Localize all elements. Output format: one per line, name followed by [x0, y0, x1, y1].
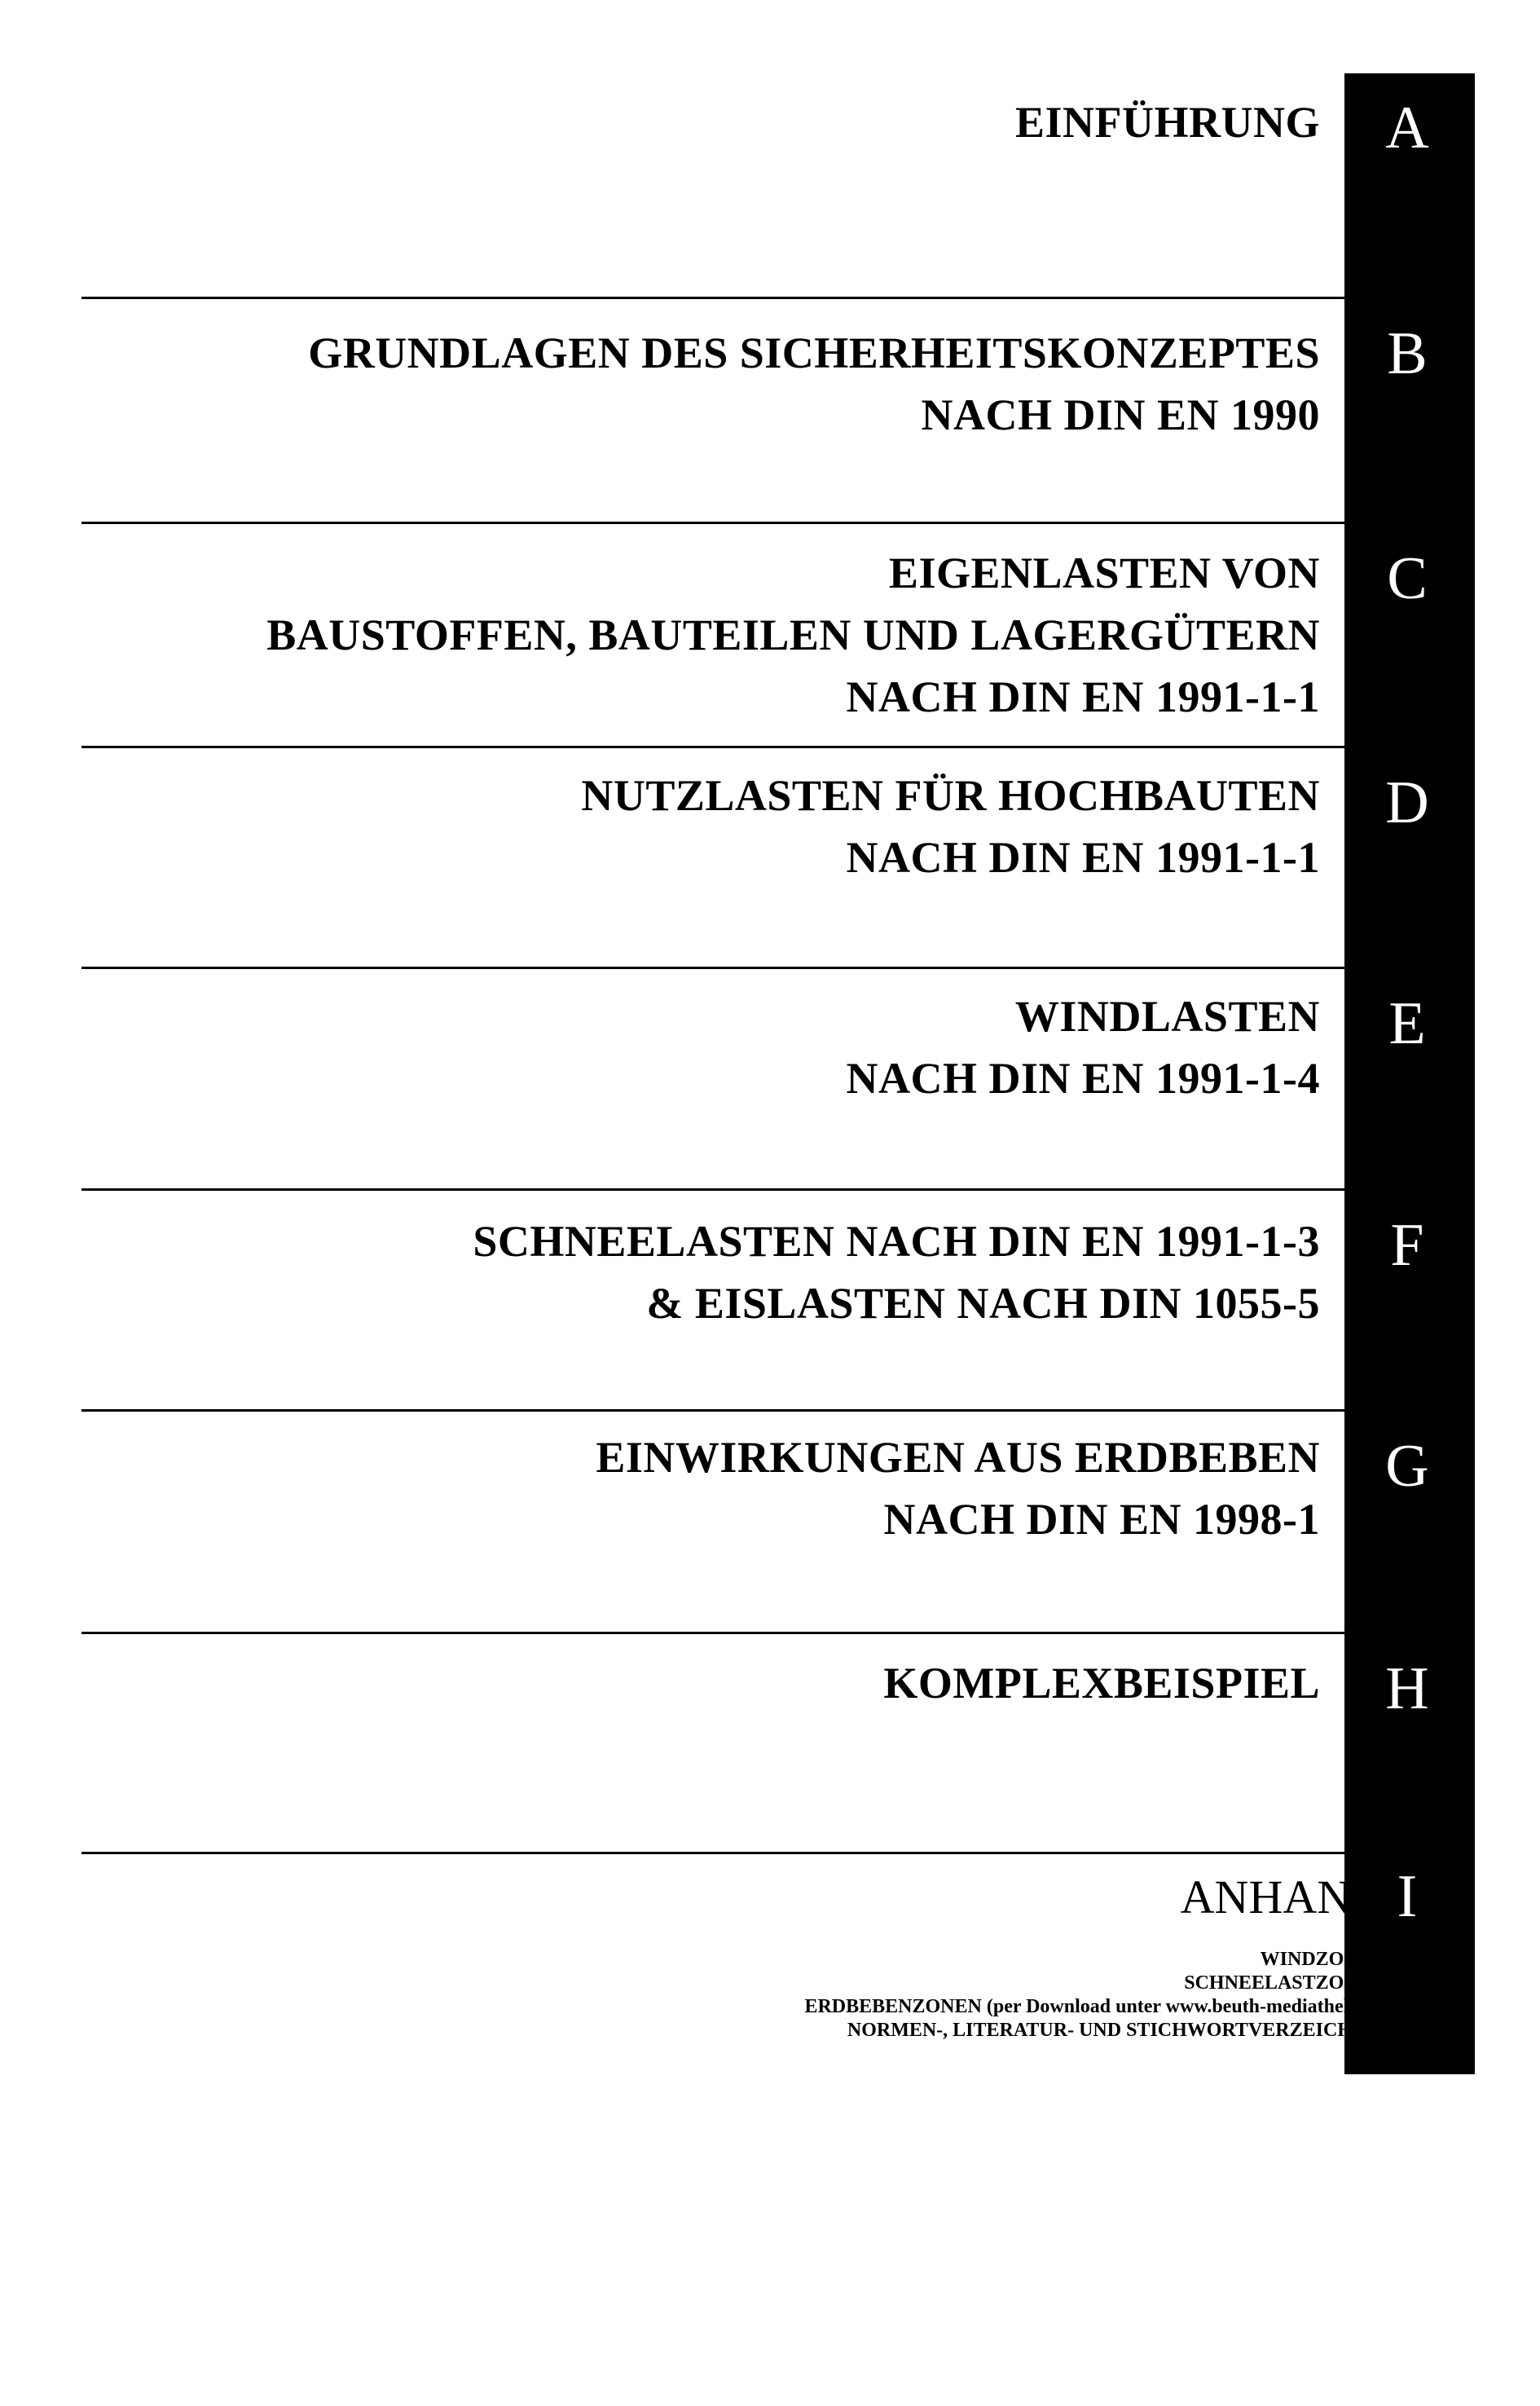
register-letter[interactable]: G [1385, 1433, 1429, 1500]
section-title-line: NACH DIN EN 1991-1-1 [846, 833, 1320, 882]
section-title-line: NACH DIN EN 1990 [921, 390, 1320, 439]
section-title-line: EINWIRKUNGEN AUS ERDBEBEN [596, 1433, 1320, 1482]
anhang-item: ERDBEBENZONEN (per Download unter www.beuth-mediathek.de) [804, 1996, 1385, 2017]
section-g[interactable] [81, 1412, 1475, 1634]
section-title [883, 1652, 1320, 1714]
register-letter[interactable]: E [1388, 990, 1426, 1057]
section-e[interactable] [81, 969, 1475, 1192]
section-title-line: NACH DIN EN 1991-1-4 [846, 1054, 1320, 1103]
register-letter[interactable]: B [1387, 320, 1428, 387]
register-letter[interactable]: I [1397, 1863, 1418, 1930]
anhang-item: SCHNEELASTZONEN [1184, 1972, 1385, 1994]
register-letter[interactable]: C [1387, 545, 1428, 612]
section-title-line: KOMPLEXBEISPIEL [883, 1659, 1320, 1708]
section-title-line: NACH DIN EN 1991-1-1 [846, 672, 1320, 721]
section-c[interactable] [81, 524, 1475, 747]
section-divider [81, 1852, 1475, 1854]
section-title-line: NACH DIN EN 1998-1 [883, 1495, 1320, 1544]
section-title-line: GRUNDLAGEN DES SICHERHEITSKONZEPTES [308, 328, 1320, 377]
section-title [266, 542, 1320, 728]
register-letter[interactable]: A [1385, 95, 1429, 161]
section-title [308, 322, 1320, 446]
register-letter[interactable]: F [1390, 1212, 1424, 1279]
section-title-line: BAUSTOFFEN, BAUTEILEN UND LAGERGÜTERN [266, 610, 1320, 659]
section-title-line: EIGENLASTEN VON [888, 549, 1320, 597]
section-title-line: SCHNEELASTEN NACH DIN EN 1991-1-3 [473, 1217, 1320, 1266]
section-b[interactable] [81, 299, 1475, 522]
section-title [581, 765, 1320, 888]
section-title-line: EINFÜHRUNG [1014, 98, 1320, 147]
register-letter[interactable]: D [1385, 769, 1429, 836]
section-title [847, 985, 1320, 1109]
register-letter[interactable]: H [1385, 1655, 1429, 1722]
section-a[interactable] [81, 73, 1475, 296]
section-title [473, 1210, 1320, 1334]
section-title-line: & EISLASTEN NACH DIN 1055-5 [646, 1279, 1320, 1328]
section-title-line: NUTZLASTEN FÜR HOCHBAUTEN [581, 771, 1320, 820]
section-title [1015, 91, 1320, 153]
section-d[interactable] [81, 748, 1475, 971]
anhang-item: NORMEN-, LITERATUR- UND STICHWORTVERZEICHNIS [847, 2020, 1385, 2041]
section-title [596, 1426, 1320, 1550]
anhang-contents [804, 1948, 1385, 2042]
section-h[interactable] [81, 1634, 1475, 1857]
anhang-item: WINDZONEN [1260, 1949, 1385, 1970]
section-f[interactable] [81, 1191, 1475, 1413]
section-title-line: WINDLASTEN [1014, 992, 1320, 1041]
section-title[interactable]: ANHANG [1180, 1871, 1385, 1923]
